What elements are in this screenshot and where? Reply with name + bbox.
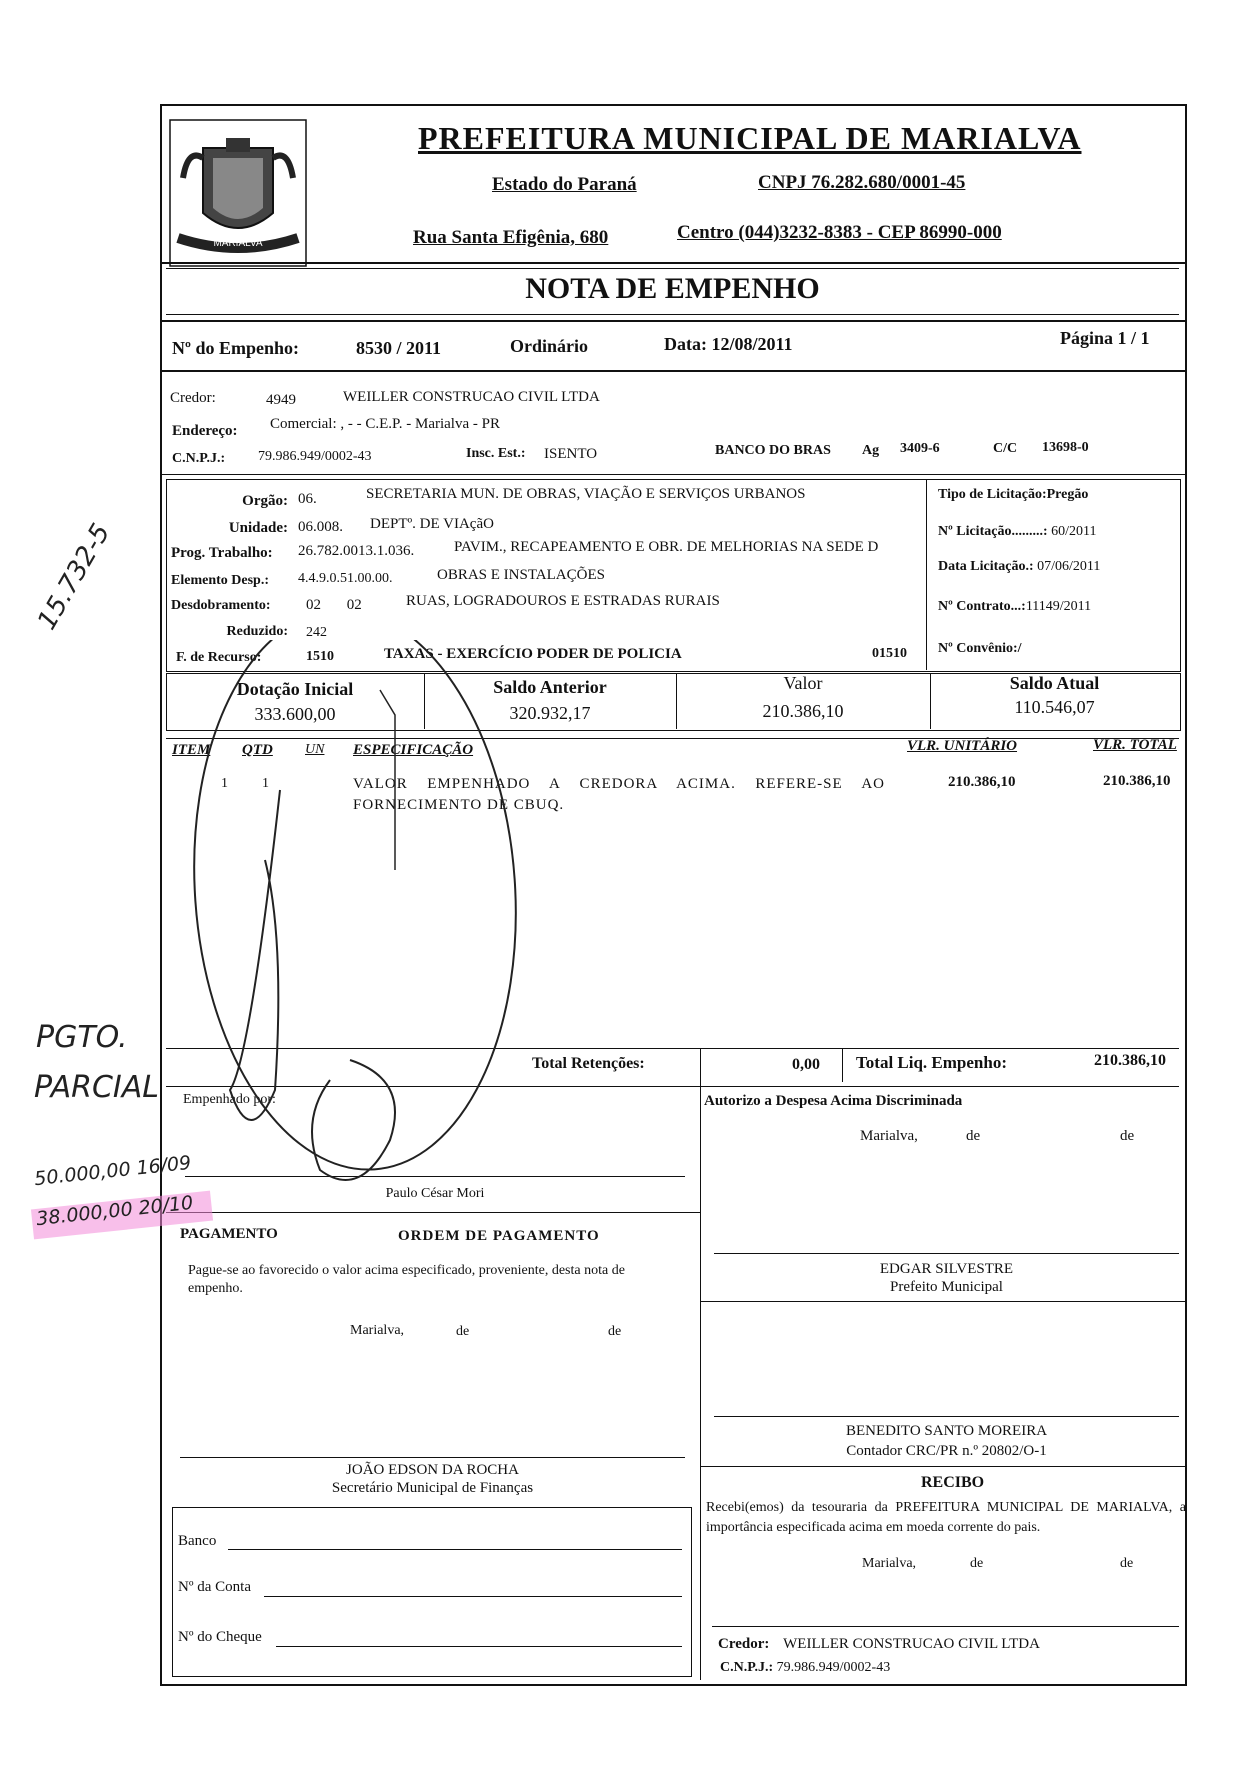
pagamento-de2: de: [608, 1324, 622, 1339]
svg-text:MARIALVA: MARIALVA: [213, 238, 263, 249]
autorizo-label: Autorizo a Despesa Acima Discriminada: [704, 1093, 963, 1109]
elem-name: OBRAS E INSTALAÇÕES: [437, 567, 605, 583]
pagamento-city: Marialva,: [350, 1323, 405, 1338]
contador-name: BENEDITO SANTO MOREIRA: [845, 1423, 1048, 1439]
valor-value: 210.386,10: [762, 701, 844, 721]
recibo-cnpj-label: C.N.P.J.:: [720, 1660, 774, 1675]
recibo-de1: de: [970, 1556, 984, 1571]
row-unit: 210.386,10: [948, 774, 1016, 790]
handwritten-note-pgto: PGTO.: [36, 1020, 128, 1055]
convenio: Nº Convênio:/: [938, 641, 1022, 656]
recibo-title: RECIBO: [921, 1474, 985, 1491]
cc-label: C/C: [993, 441, 1018, 456]
cnpj-value: 79.986.949/0002-43: [258, 449, 372, 464]
orgao-name: SECRETARIA MUN. DE OBRAS, VIAÇÃO E SERVIÇOS URBANOS: [366, 486, 806, 502]
col-total: VLR. TOTAL: [1093, 737, 1177, 753]
banco-label: Banco: [178, 1533, 217, 1549]
unidade-code: 06.008.: [298, 519, 343, 535]
valor-label: Valor: [783, 673, 823, 693]
coat-of-arms: [168, 118, 308, 268]
recibo-cnpj: [720, 1660, 890, 1676]
retencoes-value: 0,00: [792, 1056, 820, 1073]
liq-label: Total Liq. Empenho:: [856, 1053, 1007, 1072]
col-spec: ESPECIFICAÇÃO: [353, 742, 474, 758]
document-title: NOTA DE EMPENHO: [525, 272, 820, 305]
recibo-de2: de: [1120, 1556, 1134, 1571]
data-licitacao-label: Data Licitação.:: [938, 559, 1034, 574]
endereco-label: Endereço:: [172, 423, 238, 439]
cheque-label: Nº do Cheque: [178, 1629, 262, 1645]
pagamento-text: Pague-se ao favorecido o valor acima especificado, proveniente, desta nota de empenho.: [188, 1263, 625, 1296]
autorizo-de2: de: [1120, 1128, 1135, 1144]
credor-code: 4949: [266, 392, 296, 408]
reduzido-label: Reduzido:: [226, 624, 288, 639]
desd-code: 02 02: [306, 597, 362, 613]
handwritten-note-payment1: 50.000,00 16/09: [33, 1151, 193, 1191]
ag-value: 3409-6: [900, 441, 940, 456]
row-qtd: 1: [262, 776, 269, 791]
recibo-credor-label: Credor:: [718, 1636, 770, 1652]
empenho-number: 8530 / 2011: [356, 338, 442, 358]
secretario-title: Secretário Municipal de Finanças: [331, 1480, 534, 1496]
orgao-label: Orgão:: [242, 493, 288, 509]
orgao-code: 06.: [298, 491, 317, 507]
insc-value: ISENTO: [544, 446, 598, 462]
saldo-atual-value: 110.546,07: [1014, 697, 1095, 717]
row-item: 1: [221, 776, 228, 791]
retencoes-label: Total Retenções:: [532, 1055, 645, 1072]
recurso-code2: 01510: [872, 646, 907, 661]
desd-label: Desdobramento:: [171, 598, 271, 613]
cnpj-header: CNPJ 76.282.680/0001-45: [758, 172, 966, 193]
prog-label: Prog. Trabalho:: [171, 545, 273, 561]
autorizo-city: Marialva,: [860, 1128, 918, 1144]
liq-value: 210.386,10: [1094, 1052, 1166, 1069]
empenhado-name: Paulo César Mori: [385, 1186, 485, 1201]
pagamento-label: PAGAMENTO: [180, 1226, 278, 1242]
bank-name: BANCO DO BRAS: [715, 443, 831, 458]
numero-licitacao-label: Nº Licitação.........:: [938, 524, 1048, 539]
desd-name: RUAS, LOGRADOUROS E ESTRADAS RURAIS: [406, 593, 720, 609]
numero-licitacao-value: 60/2011: [1051, 524, 1097, 539]
banco-field[interactable]: [228, 1549, 682, 1550]
col-qtd: QTD: [242, 742, 273, 758]
contador-title: Contador CRC/PR n.º 20802/O-1: [846, 1443, 1047, 1459]
signature-scribble: [150, 640, 710, 1200]
page-number: Página 1 / 1: [1060, 328, 1150, 348]
recibo-cnpj-value: 79.986.949/0002-43: [776, 1660, 891, 1675]
ordem-pagamento-label: ORDEM DE PAGAMENTO: [398, 1228, 600, 1244]
recurso-name: TAXAS - EXERCÍCIO PODER DE POLICIA: [384, 646, 682, 662]
prefeito-name: EDGAR SILVESTRE: [879, 1261, 1014, 1277]
conta-label: Nº da Conta: [178, 1579, 251, 1595]
recibo-credor: [718, 1636, 1040, 1653]
state-name: Estado do Paraná: [492, 174, 637, 195]
handwritten-note-code: 15.732-5: [32, 518, 117, 635]
endereco-value: Comercial: , - - C.E.P. - Marialva - PR: [270, 416, 500, 432]
district-phone: Centro (044)3232-8383 - CEP 86990-000: [677, 222, 1002, 243]
empenhado-por-label: Empenhado por:: [183, 1092, 276, 1107]
data-licitacao-value: 07/06/2011: [1037, 559, 1101, 574]
saldo-atual-label: Saldo Atual: [1009, 673, 1100, 693]
row-total: 210.386,10: [1103, 773, 1171, 789]
reduzido-value: 242: [306, 625, 327, 640]
empenho-date: Data: 12/08/2011: [664, 334, 793, 354]
unidade-label: Unidade:: [228, 520, 288, 536]
numero-licitacao: [938, 524, 1096, 540]
credor-label: Credor:: [170, 390, 216, 406]
ag-label: Ag: [862, 443, 880, 458]
recibo-text: Recebi(emos) da tesouraria da PREFEITURA MUNICIPAL DE MARIALVA, a importância especificada acima em moeda corrente do pais.: [706, 1500, 1186, 1535]
dotacao-value: 333.600,00: [254, 704, 336, 724]
autorizo-de1: de: [966, 1128, 981, 1144]
cnpj-label: C.N.P.J.:: [172, 451, 226, 466]
contrato: [938, 599, 1091, 615]
recibo-city: Marialva,: [862, 1556, 917, 1571]
municipality-title: PREFEITURA MUNICIPAL DE MARIALVA: [418, 120, 1082, 156]
saldo-anterior-label: Saldo Anterior: [493, 677, 607, 697]
prefeito-title: Prefeito Municipal: [890, 1279, 1003, 1295]
contrato-label: Nº Contrato...:: [938, 599, 1026, 614]
dotacao-label: Dotação Inicial: [236, 679, 354, 699]
empenho-type: Ordinário: [510, 336, 589, 356]
credor-name: WEILLER CONSTRUCAO CIVIL LTDA: [343, 389, 600, 405]
empenho-label: Nº do Empenho:: [172, 338, 299, 358]
recurso-code: 1510: [306, 649, 334, 664]
elem-label: Elemento Desp.:: [171, 573, 269, 588]
handwritten-note-parcial: PARCIAL: [34, 1070, 159, 1105]
handwritten-note-payment2: 38.000,00 20/10: [35, 1191, 195, 1231]
cheque-field[interactable]: [276, 1646, 682, 1647]
tipo-licitacao: Tipo de Licitação:Pregão: [938, 487, 1089, 502]
data-licitacao: [938, 559, 1100, 575]
col-un: UN: [305, 742, 325, 757]
cc-value: 13698-0: [1042, 440, 1089, 455]
recurso-label: F. de Recurso:: [176, 650, 262, 665]
prog-code: 26.782.0013.1.036.: [298, 543, 415, 559]
pagamento-de1: de: [456, 1324, 470, 1339]
elem-code: 4.4.9.0.51.00.00.: [298, 571, 393, 586]
insc-label: Insc. Est.:: [466, 446, 526, 461]
saldo-anterior-value: 320.932,17: [509, 703, 591, 723]
secretario-name: JOÃO EDSON DA ROCHA: [346, 1462, 519, 1478]
row-spec: VALOR EMPENHADO A CREDORA ACIMA. REFERE-SE AO FORNECIMENTO DE CBUQ.: [353, 776, 885, 813]
street-address: Rua Santa Efigênia, 680: [413, 227, 609, 248]
recibo-credor-value: WEILLER CONSTRUCAO CIVIL LTDA: [783, 1636, 1040, 1652]
conta-field[interactable]: [264, 1596, 682, 1597]
col-item: ITEM: [172, 742, 211, 758]
prog-name: PAVIM., RECAPEAMENTO E OBR. DE MELHORIAS NA SEDE D: [454, 539, 879, 555]
col-unit: VLR. UNITÁRIO: [907, 738, 1018, 754]
contrato-value: 11149/2011: [1025, 599, 1092, 614]
unidade-name: DEPTº. DE VIAçãO: [370, 516, 494, 532]
